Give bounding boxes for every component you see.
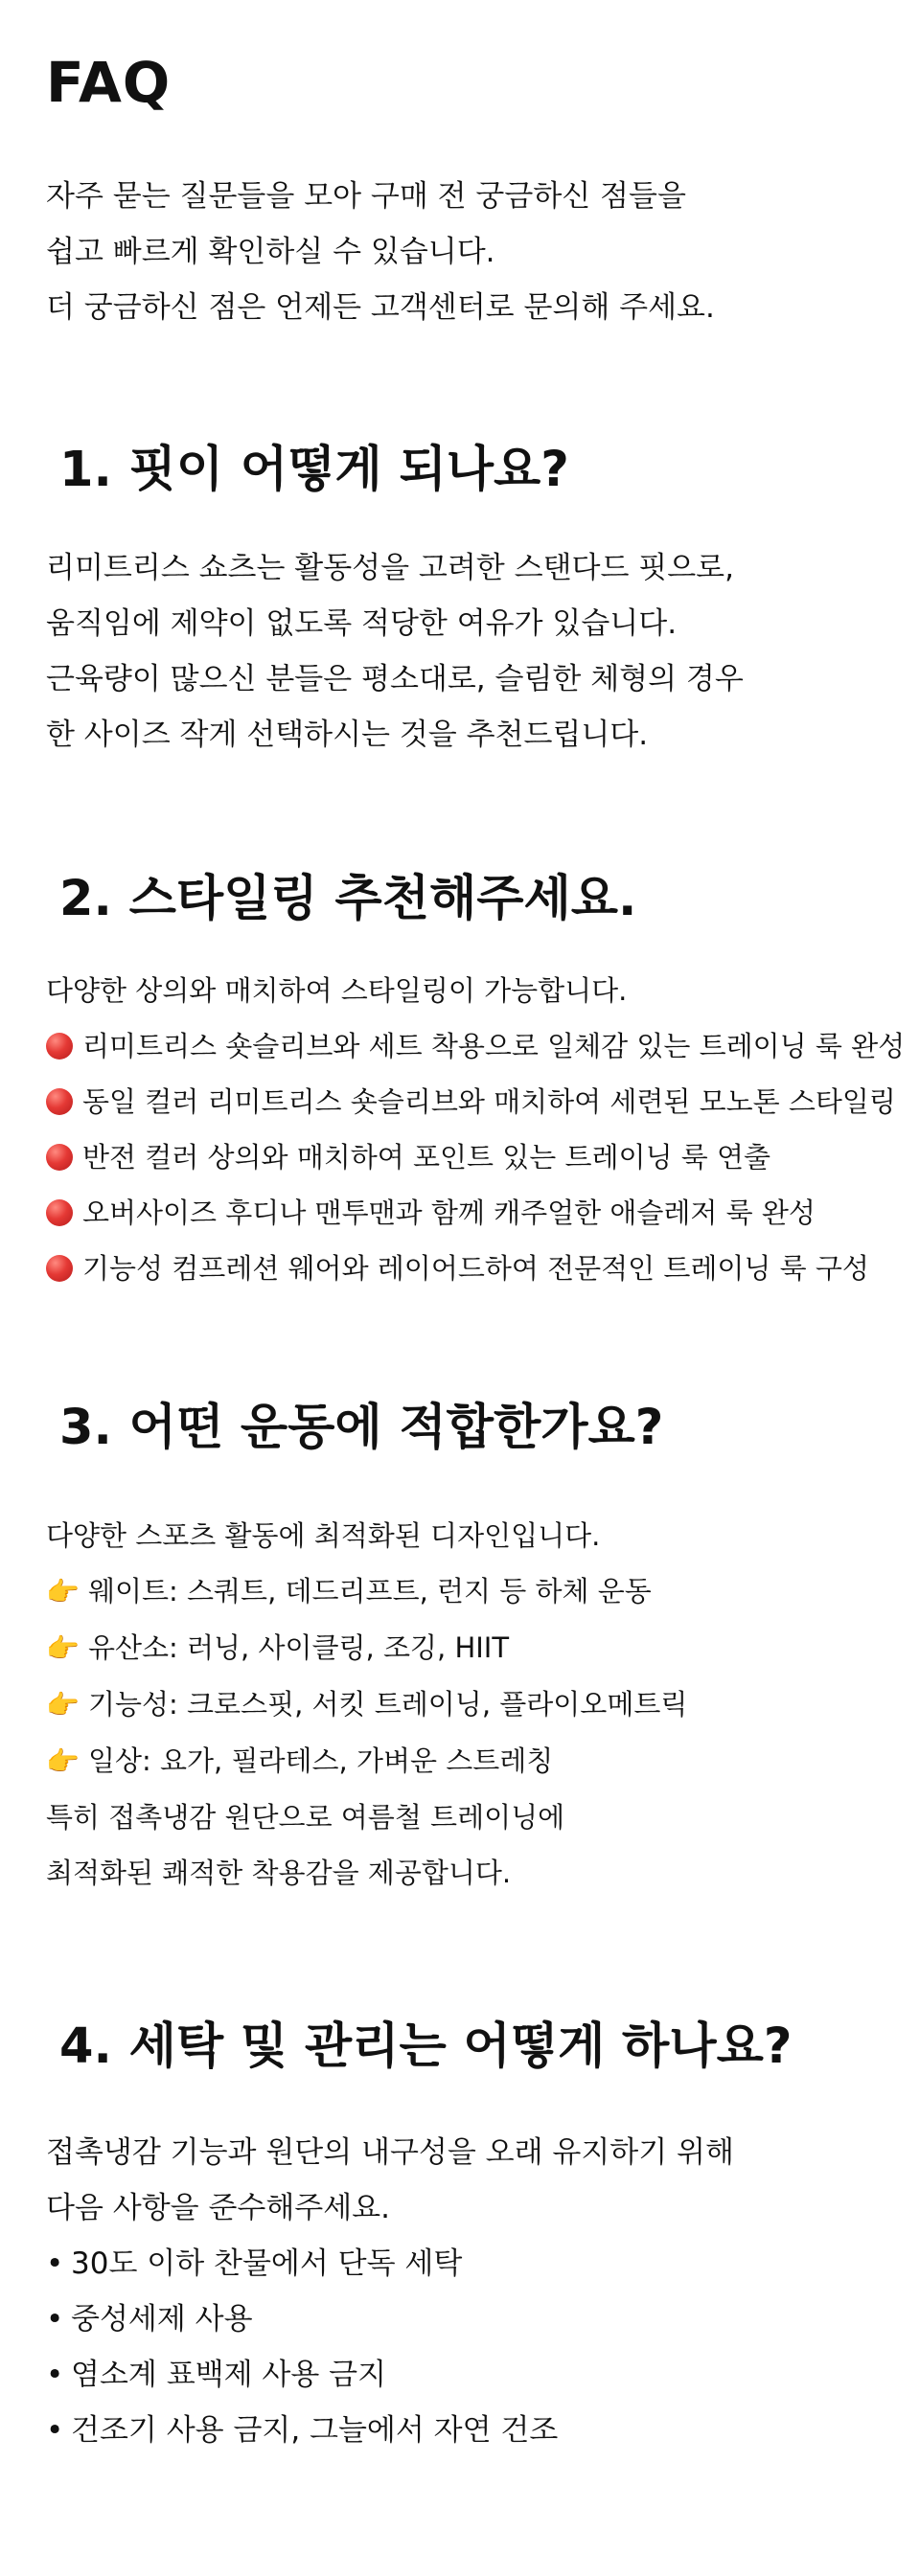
pointing-hand-icon: 👉 <box>46 1576 80 1607</box>
list-item: 오버사이즈 후디나 맨투맨과 함께 캐주얼한 애슬레저 룩 완성 <box>46 1185 905 1241</box>
answer-styling <box>46 963 905 1296</box>
red-circle-icon <box>46 1033 73 1060</box>
red-circle-icon <box>46 1199 73 1226</box>
list-item: 👉 웨이트: 스쿼트, 데드리프트, 런지 등 하체 운동 <box>46 1563 687 1620</box>
question-title-fit: 1. 핏이 어떻게 되나요? <box>59 442 569 498</box>
bullet-dot-icon: • <box>46 2302 64 2337</box>
answer-line: 다음 사항을 준수해주세요. <box>46 2191 390 2225</box>
list-item: 반전 컬러 상의와 매치하여 포인트 있는 트레이닝 룩 연출 <box>46 1129 905 1185</box>
answer-line: 리미트리스 쇼츠는 활동성을 고려한 스탠다드 핏으로, <box>46 551 734 585</box>
answer-line: 다양한 상의와 매치하여 스타일링이 가능합니다. <box>46 974 628 1007</box>
intro-line: 더 궁금하신 점은 언제든 고객센터로 문의해 주세요. <box>46 290 715 325</box>
list-item: 리미트리스 숏슬리브와 세트 착용으로 일체감 있는 트레이닝 룩 완성 <box>46 1018 905 1074</box>
question-title-styling: 2. 스타일링 추천해주세요. <box>59 871 637 927</box>
bullet-dot-icon: • <box>46 2246 64 2281</box>
pointing-hand-icon: 👉 <box>46 1632 80 1664</box>
list-item: 👉 일상: 요가, 필라테스, 가벼운 스트레칭 <box>46 1733 687 1790</box>
red-circle-icon <box>46 1088 73 1115</box>
intro-text <box>46 169 715 335</box>
answer-line: 움직임에 제약이 없도록 적당한 여유가 있습니다. <box>46 606 678 641</box>
answer-line: 최적화된 쾌적한 착용감을 제공합니다. <box>46 1857 512 1889</box>
list-item: 기능성 컴프레션 웨어와 레이어드하여 전문적인 트레이닝 룩 구성 <box>46 1241 905 1296</box>
question-title-care: 4. 세탁 및 관리는 어떻게 하나요? <box>59 2018 793 2075</box>
question-title-exercise: 3. 어떤 운동에 적합한가요? <box>59 1400 664 1456</box>
red-circle-icon <box>46 1144 73 1171</box>
answer-exercise <box>46 1508 687 1901</box>
page-title: FAQ <box>46 50 172 115</box>
list-item: 동일 컬러 리미트리스 숏슬리브와 매치하여 세련된 모노톤 스타일링 <box>46 1074 905 1129</box>
intro-line: 자주 묻는 질문들을 모아 구매 전 궁금하신 점들을 <box>46 179 686 214</box>
list-item: • 30도 이하 찬물에서 단독 세탁 <box>46 2236 734 2291</box>
answer-line: 근육량이 많으신 분들은 평소대로, 슬림한 체형의 경우 <box>46 662 744 696</box>
answer-line: 접촉냉감 기능과 원단의 내구성을 오래 유지하기 위해 <box>46 2135 734 2170</box>
pointing-hand-icon: 👉 <box>46 1745 80 1777</box>
red-circle-icon <box>46 1255 73 1282</box>
answer-line: 다양한 스포츠 활동에 최적화된 디자인입니다. <box>46 1519 601 1552</box>
list-item: • 염소계 표백제 사용 금지 <box>46 2347 734 2403</box>
list-item: 👉 유산소: 러닝, 사이클링, 조깅, HIIT <box>46 1620 687 1676</box>
list-item: 👉 기능성: 크로스핏, 서킷 트레이닝, 플라이오메트릭 <box>46 1676 687 1733</box>
bullet-dot-icon: • <box>46 2413 64 2448</box>
intro-line: 쉽고 빠르게 확인하실 수 있습니다. <box>46 235 495 269</box>
bullet-dot-icon: • <box>46 2358 64 2392</box>
answer-line: 한 사이즈 작게 선택하시는 것을 추천드립니다. <box>46 718 649 752</box>
list-item: • 건조기 사용 금지, 그늘에서 자연 건조 <box>46 2403 734 2458</box>
list-item: • 중성세제 사용 <box>46 2291 734 2347</box>
answer-fit <box>46 540 744 763</box>
answer-line: 특히 접촉냉감 원단으로 여름철 트레이닝에 <box>46 1801 565 1834</box>
pointing-hand-icon: 👉 <box>46 1689 80 1721</box>
answer-care <box>46 2125 734 2458</box>
